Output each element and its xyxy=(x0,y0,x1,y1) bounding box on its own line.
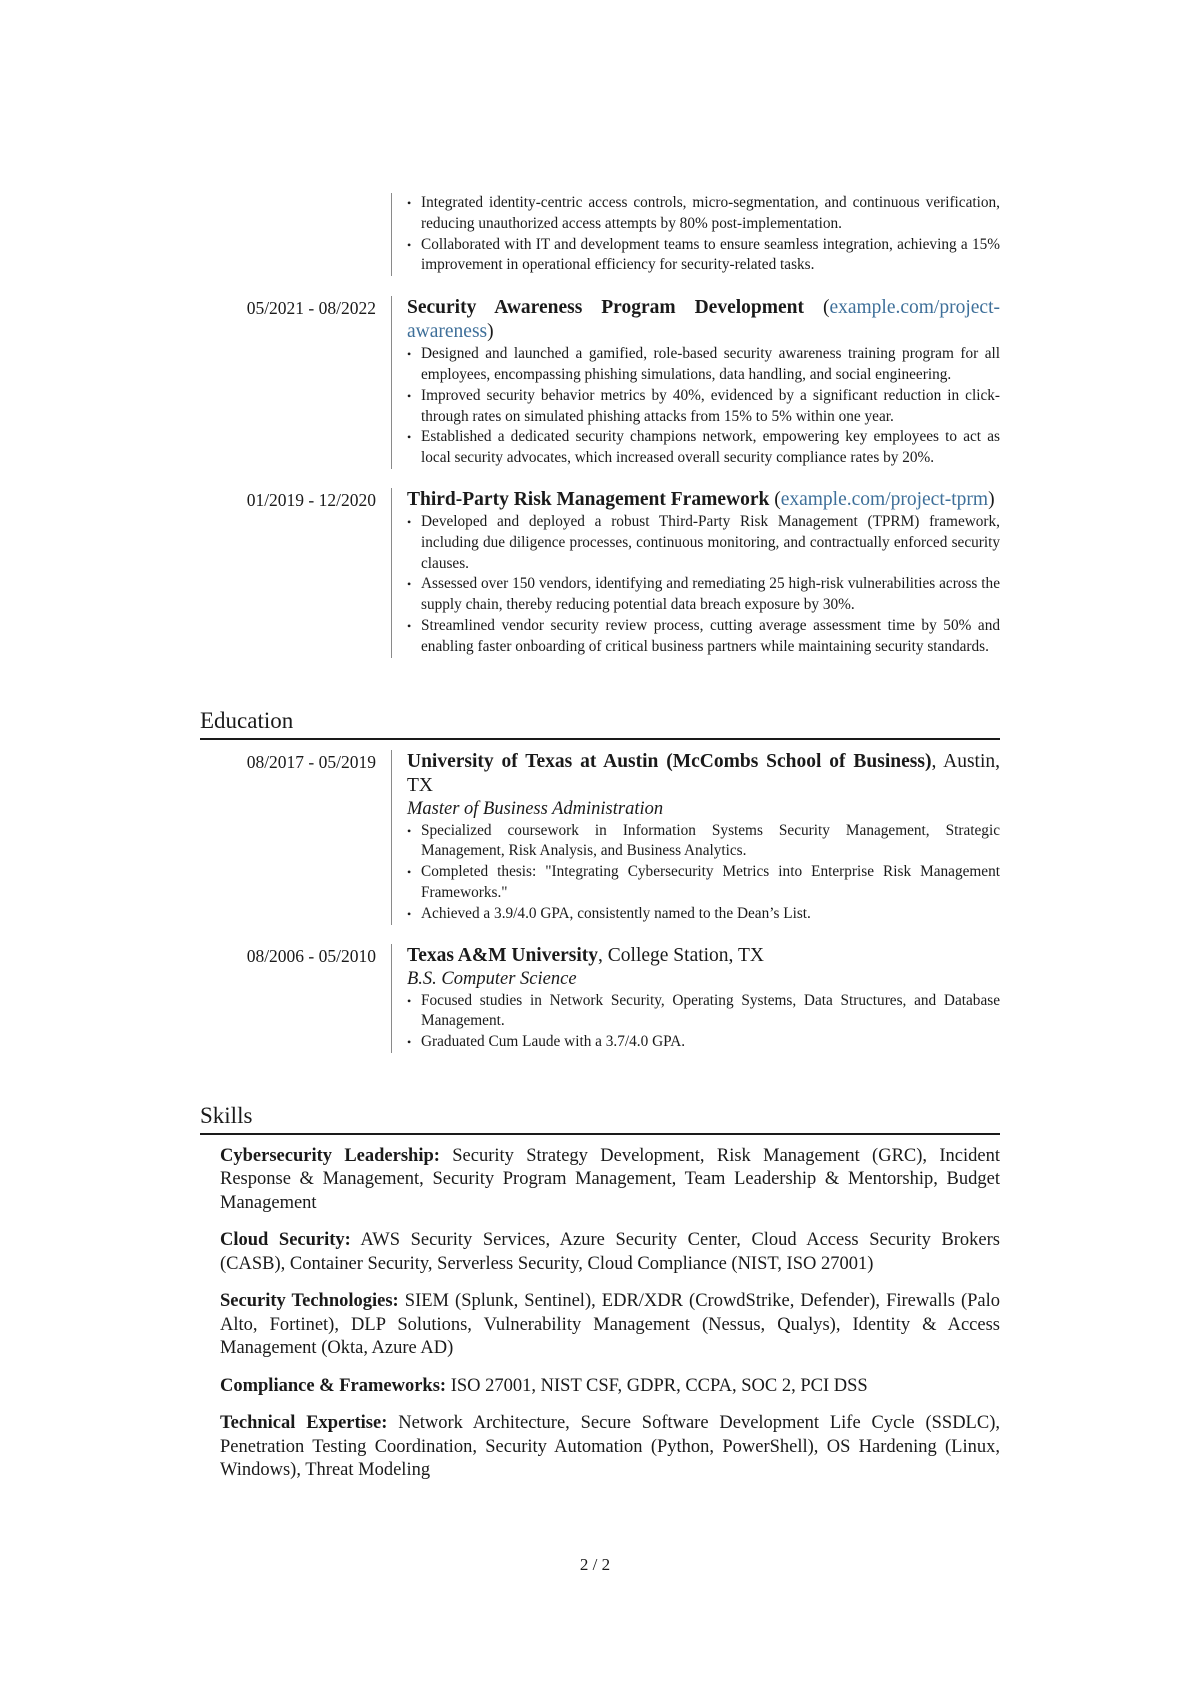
bullet-item: • Established a dedicated security champions network, empowering key employees to act as local security advocates, which increased overall security compliance rates by 20%. xyxy=(407,427,1000,469)
skills-heading: Skills xyxy=(200,1101,1000,1135)
bullet-item: • Completed thesis: "Integrating Cybersecurity Metrics into Enterprise Risk Management Frameworks." xyxy=(407,862,1000,904)
skill-label: Cloud Security: xyxy=(220,1230,351,1251)
skill-item xyxy=(200,1290,1000,1361)
resume-page xyxy=(200,193,1000,1497)
skill-item xyxy=(200,1229,1000,1276)
school-line: Texas A&M University, College Station, TX xyxy=(407,944,764,966)
project-link[interactable]: example.com/project-tprm xyxy=(780,488,989,510)
bullet-list xyxy=(407,821,1000,925)
education-heading: Education xyxy=(200,706,1000,740)
school-line: University of Texas at Austin (McCombs School of Business), Austin, TX xyxy=(407,750,1000,796)
skill-label: Technical Expertise: xyxy=(220,1413,388,1434)
project-name: Security Awareness Program Development xyxy=(407,297,804,319)
bullet-item: • Achieved a 3.9/4.0 GPA, consistently named to the Dean’s List. xyxy=(407,904,1000,925)
education-entry xyxy=(200,944,1000,1053)
skill-text: AWS Security Services, Azure Security Center, Cloud Access Security Brokers (CASB), Container Security, Serverless Security, Cloud Compliance (NIST, ISO 27001) xyxy=(220,1230,1000,1274)
entry-dates: 08/2017 - 05/2019 xyxy=(246,751,376,772)
skill-text: Network Architecture, Secure Software Development Life Cycle (SSDLC), Penetration Testing Coordination, Security Automation (Python, PowerShell), OS Hardening (Linux, Windows), Threat Modeling xyxy=(220,1413,1000,1481)
skill-label: Compliance & Frameworks: xyxy=(220,1375,447,1396)
skill-text: ISO 27001, NIST CSF, GDPR, CCPA, SOC 2, PCI DSS xyxy=(450,1375,868,1396)
project-entry xyxy=(200,488,1000,658)
skill-text: Security Strategy Development, Risk Management (GRC), Incident Response & Management, Security Program Management, Team Leadership & Mentorship, Budget Management xyxy=(220,1145,1000,1213)
bullet-item: • Developed and deployed a robust Third-Party Risk Management (TPRM) framework, including due diligence processes, continuous monitoring, and contractually enforced security clauses. xyxy=(407,512,1000,574)
skill-label: Cybersecurity Leadership: xyxy=(220,1145,440,1166)
project-name: Third-Party Risk Management Framework xyxy=(407,488,770,510)
bullet-item: • Graduated Cum Laude with a 3.7/4.0 GPA. xyxy=(407,1032,1000,1053)
bullet-item: • Collaborated with IT and development teams to ensure seamless integration, achieving a 15% improvement in operational efficiency for security-related tasks. xyxy=(407,235,1000,277)
bullet-list xyxy=(407,991,1000,1053)
bullet-item: • Integrated identity-centric access controls, micro-segmentation, and continuous verification, reducing unauthorized access attempts by 80% post-implementation. xyxy=(407,193,1000,235)
bullet-item: • Improved security behavior metrics by 40%, evidenced by a significant reduction in click-through rates on simulated phishing attacks from 15% to 5% within one year. xyxy=(407,386,1000,428)
education-entry xyxy=(200,750,1000,925)
entry-dates: 01/2019 - 12/2020 xyxy=(246,489,376,510)
bullet-list xyxy=(407,512,1000,658)
bullet-list xyxy=(407,193,1000,276)
bullet-item: • Designed and launched a gamified, role-based security awareness training program for all employees, encompassing phishing simulations, data handling, and social engineering. xyxy=(407,344,1000,386)
project-title: Third-Party Risk Management Framework (example.com/project-tprm) xyxy=(407,488,995,510)
skill-text: SIEM (Splunk, Sentinel), EDR/XDR (CrowdStrike, Defender), Firewalls (Palo Alto, Fortinet), DLP Solutions, Vulnerability Management (Nessus, Qualys), Identity & Access Management (Okta, Azure AD) xyxy=(220,1291,1001,1359)
skill-item xyxy=(200,1375,1000,1399)
degree: Master of Business Administration xyxy=(407,798,664,819)
project-continuation xyxy=(200,193,1000,276)
school-name: University of Texas at Austin (McCombs School of Business) xyxy=(407,750,932,772)
page-number: 2 / 2 xyxy=(579,1555,611,1574)
bullet-item: • Focused studies in Network Security, Operating Systems, Data Structures, and Database Management. xyxy=(407,991,1000,1033)
project-link[interactable]: example.com/project-awareness xyxy=(407,297,1000,343)
bullet-list xyxy=(407,344,1000,469)
skill-label: Security Technologies: xyxy=(220,1291,399,1312)
entry-dates: 08/2006 - 05/2010 xyxy=(246,945,376,966)
project-entry xyxy=(200,296,1000,469)
bullet-item: • Assessed over 150 vendors, identifying and remediating 25 high-risk vulnerabilities across the supply chain, thereby reducing potential data breach exposure by 30%. xyxy=(407,574,1000,616)
school-location: College Station, TX xyxy=(607,944,764,966)
skill-item xyxy=(200,1412,1000,1483)
school-name: Texas A&M University xyxy=(407,944,599,966)
entry-dates xyxy=(200,193,391,276)
entry-dates: 05/2021 - 08/2022 xyxy=(246,298,376,319)
skill-item xyxy=(200,1145,1000,1216)
project-title: Security Awareness Program Development (example.com/project-awareness) xyxy=(407,297,1000,343)
degree: B.S. Computer Science xyxy=(407,968,577,989)
school-location: Austin, TX xyxy=(407,750,1000,796)
bullet-item: • Specialized coursework in Information Systems Security Management, Strategic Management, Risk Analysis, and Business Analytics. xyxy=(407,821,1000,863)
bullet-item: • Streamlined vendor security review process, cutting average assessment time by 50% and enabling faster onboarding of critical business partners while maintaining security standards. xyxy=(407,616,1000,658)
